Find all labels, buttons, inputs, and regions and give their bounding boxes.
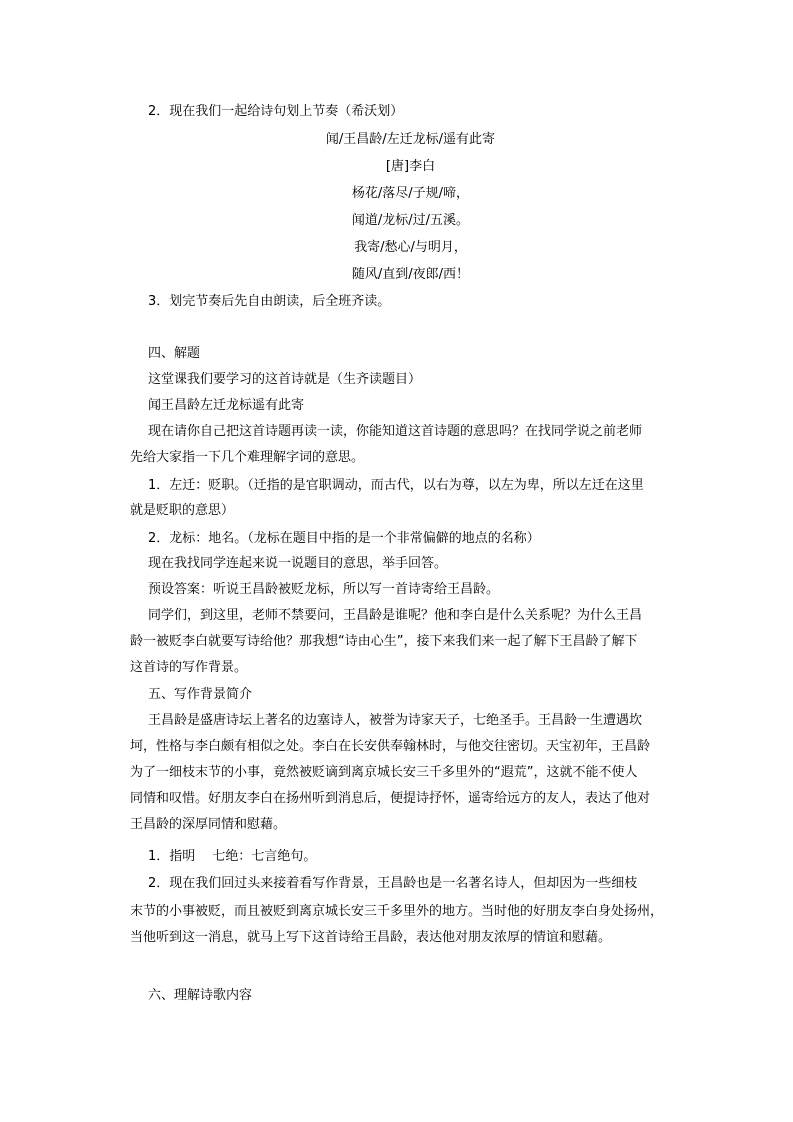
paragraph-line: 为了一细枝末节的小事，竟然被贬谪到离京城长安三千多里外的“遐荒”，这就不能不使人: [130, 765, 638, 780]
paragraph-line: 当他听到这一消息，就马上写下这首诗给王昌龄，表达他对朋友浓厚的情谊和慰藉。: [130, 930, 612, 945]
paragraph-line: 现在请你自己把这首诗题再读一读，你能知道这首诗题的意思吗？在找同学说之前老师: [148, 424, 643, 439]
step-3-reading: 3．划完节奏后先自由朗读，后全班齐读。: [148, 294, 391, 309]
paragraph-line: 坷，性格与李白颇有相似之处。李白在长安供奉翰林时，与他交往密切。天宝初年，王昌龄: [130, 739, 651, 754]
section-heading-6: 六、理解诗歌内容: [148, 988, 253, 1003]
paragraph-line: 同情和叹惜。好朋友李白在扬州听到消息后，便提诗抒怀，遥寄给远方的友人，表达了他对: [130, 791, 651, 806]
poem-line-3: 我寄/愁心/与明月，: [354, 240, 467, 255]
paragraph-line: 龄一被贬李白就要写诗给他？那我想“诗由心生”，接下来我们来一起了解下王昌龄了解下: [130, 634, 638, 649]
poem-line-2: 闻道/龙标/过/五溪。: [351, 213, 470, 228]
paragraph-line: 1．指明 七绝：七言绝句。: [148, 849, 317, 864]
paragraph-line: 同学们，到这里，老师不禁要问，王昌龄是谁呢？他和李白是什么关系呢？为什么王昌: [148, 608, 643, 623]
paragraph-line: 就是贬职的意思）: [130, 503, 235, 518]
paragraph-line: 2．现在我们回过头来接着看写作背景，王昌龄也是一名著名诗人，但却因为一些细枝: [148, 876, 638, 891]
paragraph-line: 闻王昌龄左迁龙标遥有此寄: [148, 398, 305, 413]
paragraph-line: 1．左迁：贬职。（迁指的是官职调动，而古代，以右为尊，以左为卑，所以左迁在这里: [148, 478, 644, 493]
paragraph-line: 先给大家指一下几个难理解字词的意思。: [130, 450, 365, 465]
poem-line-1: 杨花/落尽/子规/啼，: [351, 186, 470, 201]
paragraph-line: 现在我找同学连起来说一说题目的意思，举手回答。: [148, 556, 448, 571]
poem-title: 闻/王昌龄/左迁龙标/遥有此寄: [325, 132, 496, 147]
poem-author: [唐]李白: [385, 159, 436, 174]
step-2-rhythm: 2．现在我们一起给诗句划上节奏（希沃划）: [148, 104, 404, 119]
section-heading-5: 五、写作背景简介: [148, 687, 253, 702]
paragraph-line: 这堂课我们要学习的这首诗就是（生齐读题目）: [148, 372, 422, 387]
paragraph-line: 2．龙标：地名。（龙标在题目中指的是一个非常偏僻的地点的名称）: [148, 531, 540, 546]
paragraph-line: 末节的小事被贬，而且被贬到离京城长安三千多里外的地方。当时他的好朋友李白身处扬州，: [130, 904, 664, 919]
paragraph-line: 王昌龄是盛唐诗坛上著名的边塞诗人，被誉为诗家天子，七绝圣手。王昌龄一生遭遇坎: [148, 713, 643, 728]
poem-line-4: 随风/直到/夜郎/西！: [351, 267, 470, 282]
paragraph-line: 预设答案：听说王昌龄被贬龙标，所以写一首诗寄给王昌龄。: [148, 582, 500, 597]
paragraph-line: 王昌龄的深厚同情和慰藉。: [130, 817, 287, 832]
paragraph-line: 这首诗的写作背景。: [130, 660, 248, 675]
section-heading-4: 四、解题: [148, 346, 201, 361]
